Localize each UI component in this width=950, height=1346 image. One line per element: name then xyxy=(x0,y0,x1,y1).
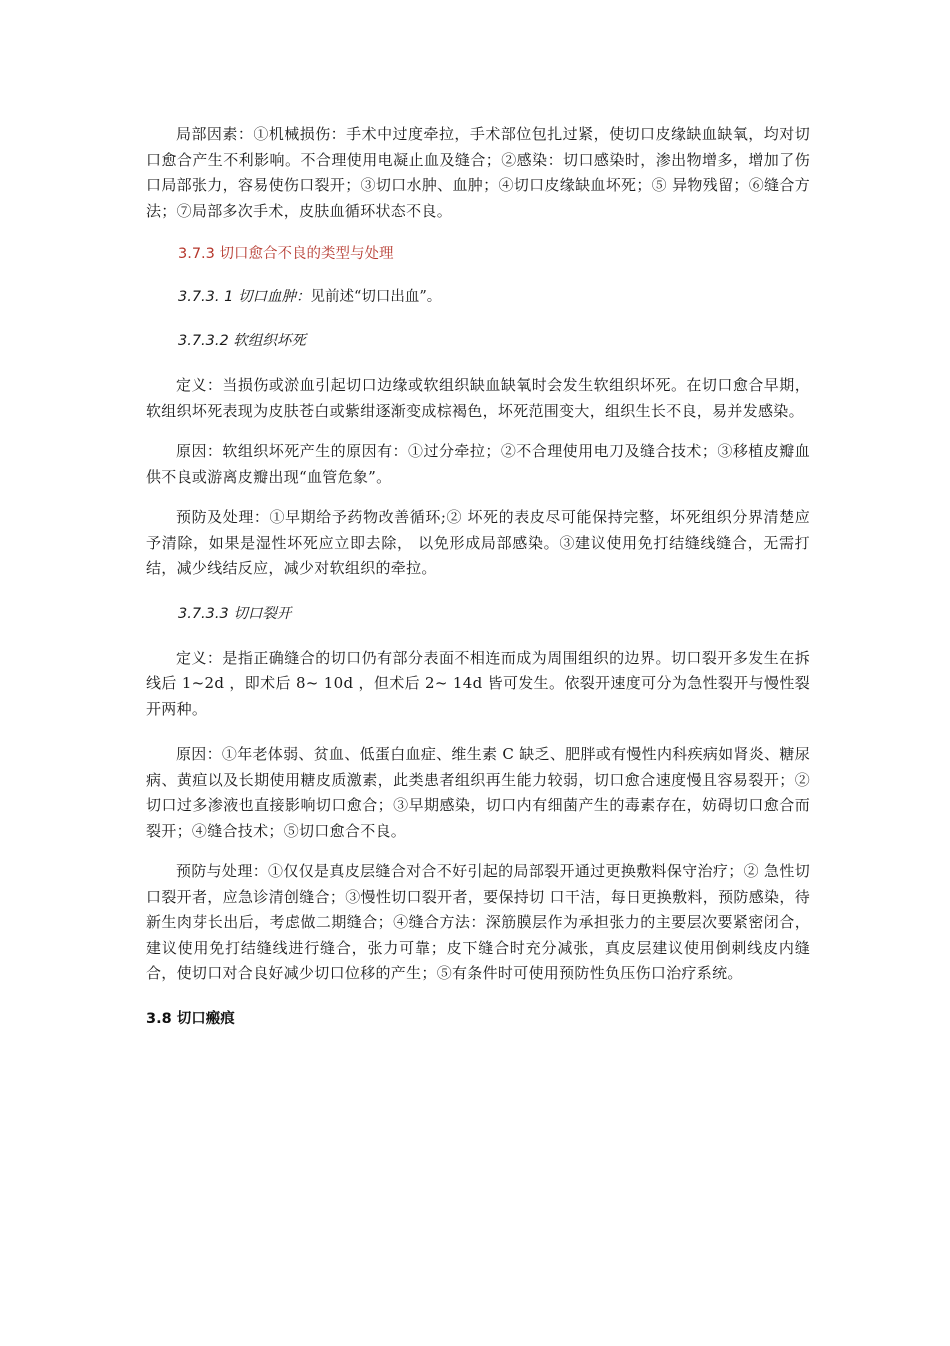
heading-3-7-3-2: 3.7.3.2 软组织坏死 xyxy=(178,333,306,349)
paragraph-local-factors: 局部因素：①机械损伤：手术中过度牵拉，手术部位包扎过紧，使切口皮缘缺血缺氧，均对切口愈合产生不利影响。不合理使用电凝止血及缝合；②感染：切口感染时，渗出物增多，增加了伤口局部张力，容易使伤口裂开；③切口水肿、血肿；④切口皮缘缺血坏死；⑤ 异物残留；⑥缝合方法；⑦局部多次手术，皮肤血循环状态不良。 xyxy=(146,125,810,220)
heading-3-8: 3.8 切口瘢痕 xyxy=(146,1010,235,1027)
paragraph-necrosis-prevention: 预防及处理：①早期给予药物改善循环;② 坏死的表皮尽可能保持完整，坏死组织分界清楚应予清除，如果是湿性坏死应立即去除， 以免形成局部感染。③建议使用免打结缝线缝合，无需打结，减少线结反应，减少对软组织的牵拉。 xyxy=(146,508,810,577)
heading-3-7-3-1 xyxy=(146,285,810,306)
document-page xyxy=(146,118,810,1028)
heading-3-7-3-3: 3.7.3.3 切口裂开 xyxy=(178,605,292,622)
heading-3-7-3-1-text: 见前述“切口出血”。 xyxy=(310,289,442,305)
paragraph-necrosis-cause: 原因：软组织坏死产生的原因有：①过分牵拉；②不合理使用电刀及缝合技术；③移植皮瓣血供不良或游离皮瓣出现“血管危象”。 xyxy=(146,442,810,486)
paragraph-necrosis-definition: 定义：当损伤或淤血引起切口边缘或软组织缺血缺氧时会发生软组织坏死。在切口愈合早期，软组织坏死表现为皮肤苍白或紫绀逐渐变成棕褐色，坏死范围变大，组织生长不良，易并发感染。 xyxy=(146,376,810,420)
paragraph-dehiscence-prevention: 预防与处理：①仅仅是真皮层缝合对合不好引起的局部裂开通过更换敷料保守治疗；② 急性切口裂开者，应急诊清创缝合；③慢性切口裂开者，要保持切 口干洁，每日更换敷料，预防感染，待新生肉芽长出后，考虑做二期缝合；④缝合方法：深筋膜层作为承担张力的主要层次要紧密闭合，建议使用免打结缝线进行缝合，张力可靠；皮下缝合时充分减张，真皮层建议使用倒刺线皮内缝合，使切口对合良好减少切口位移的产生；⑤有条件时可使用预防性负压伤口治疗系统。 xyxy=(146,862,810,982)
paragraph-dehiscence-definition: 定义：是指正确缝合的切口仍有部分表面不相连而成为周围组织的边界。切口裂开多发生在拆线后 1~2d ，即术后 8~ 10d ，但术后 2~ 14d 皆可发生。依裂开速度可分为急性裂开与慢性裂开两种。 xyxy=(146,648,810,718)
paragraph-dehiscence-cause: 原因：①年老体弱、贫血、低蛋白血症、维生素 C 缺乏、肥胖或有慢性内科疾病如肾炎、糖尿病、黄疸以及长期使用糖皮质激素，此类患者组织再生能力较弱，切口愈合速度慢且容易裂开；②切口过多渗液也直接影响切口愈合；③早期感染，切口内有细菌产生的毒素存在，妨碍切口愈合而裂开；④缝合技术；⑤切口愈合不良。 xyxy=(146,745,810,840)
heading-3-7-3-1-title: 3.7.3. 1 切口血肿： xyxy=(178,289,311,305)
heading-3-7-3: 3.7.3 切口愈合不良的类型与处理 xyxy=(178,246,394,262)
